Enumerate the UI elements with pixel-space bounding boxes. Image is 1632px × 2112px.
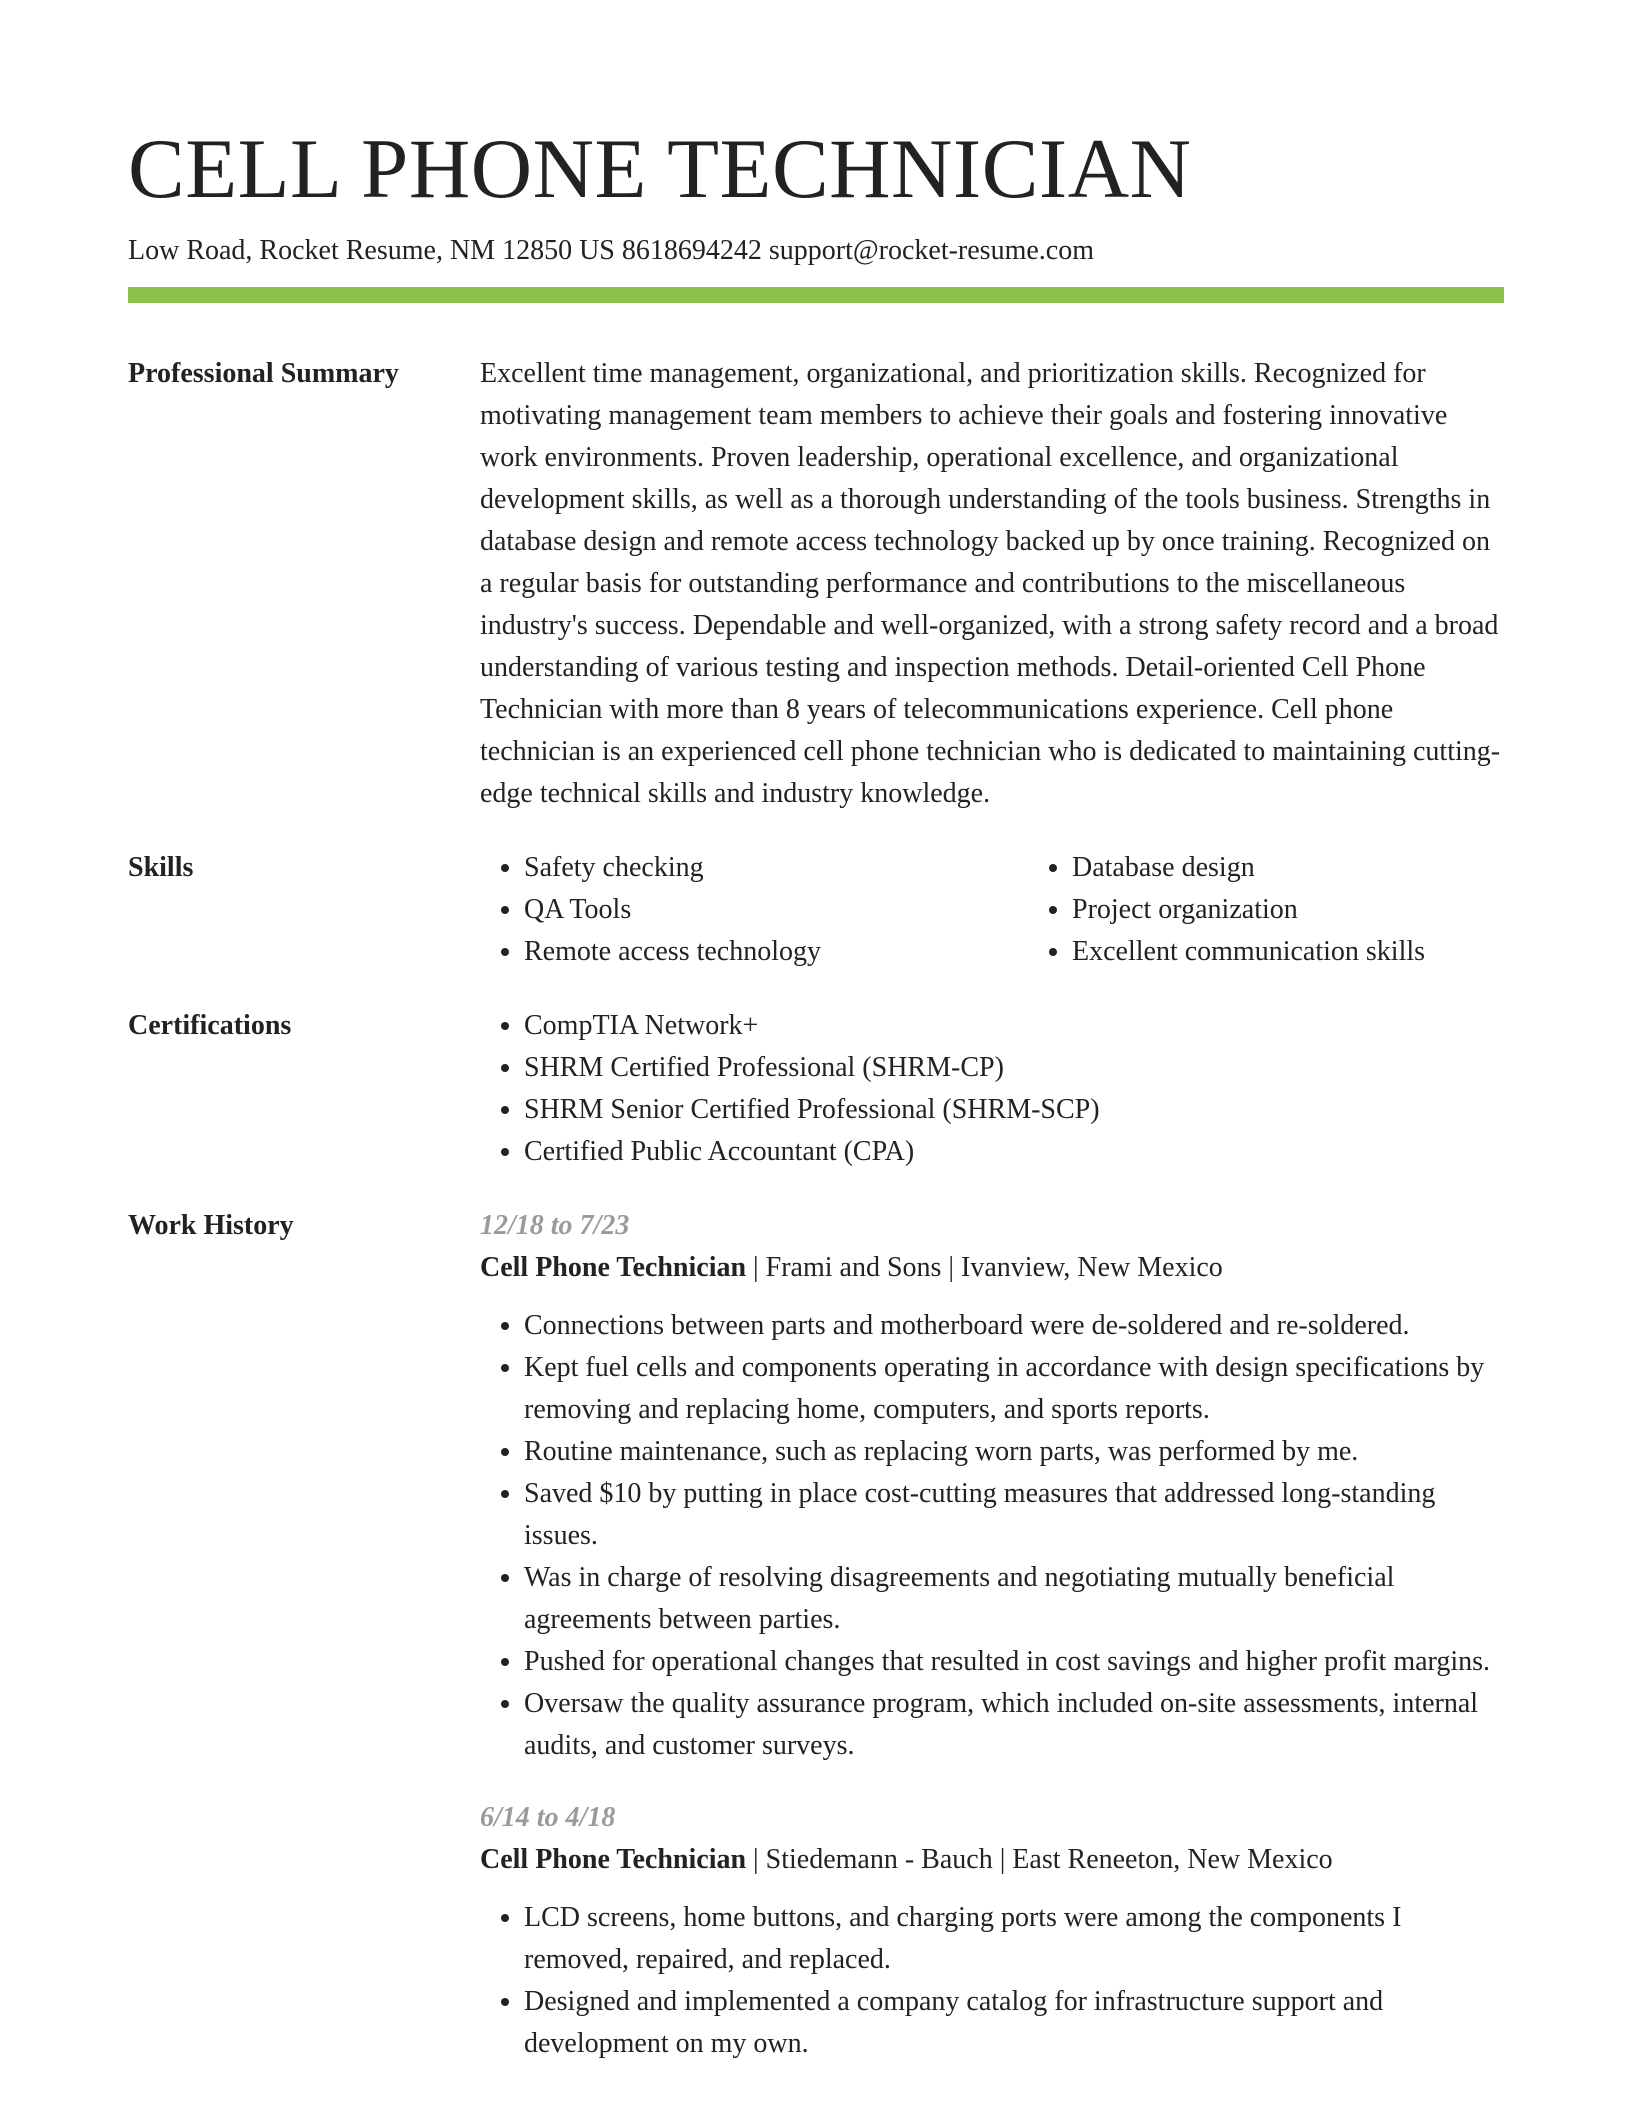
contact-email: support@rocket-resume.com (768, 235, 1094, 266)
job-heading (480, 1247, 1504, 1289)
skills-grid (480, 847, 1576, 973)
section-heading-certifications: Certifications (128, 1010, 292, 1041)
skills-column-1 (480, 847, 1028, 973)
contact-phone: 8618694242 (621, 235, 762, 266)
job-dates: 12/18 to 7/23 (480, 1210, 630, 1241)
skill-item: • Safety checking (524, 847, 1028, 889)
job-duty-item: • Routine maintenance, such as replacing worn parts, was performed by me. (524, 1431, 1504, 1473)
certification-item: • CompTIA Network+ (524, 1005, 1504, 1047)
job-dates: 6/14 to 4/18 (480, 1802, 616, 1833)
skill-item: • Excellent communication skills (1072, 931, 1576, 973)
certifications-list (480, 1005, 1504, 1173)
section-heading-summary: Professional Summary (128, 358, 399, 389)
skills-column-2 (1028, 847, 1576, 973)
section-heading-work-history: Work History (128, 1210, 294, 1241)
job-entry (480, 1205, 1504, 1767)
certifications-section (128, 1005, 1504, 1173)
summary-section (128, 353, 1504, 815)
work-history-body (480, 1205, 1504, 2065)
job-duties-list (480, 1897, 1504, 2065)
job-duty-item: • Kept fuel cells and components operating in accordance with design specifications by removing and replacing home, computers, and sports reports. (524, 1347, 1504, 1431)
job-title: Cell Phone Technician (480, 1252, 747, 1283)
job-duty-item: • Connections between parts and motherboard were de-soldered and re-soldered. (524, 1305, 1504, 1347)
header-divider (128, 287, 1504, 303)
certifications-body (480, 1005, 1504, 1173)
job-duty-item: • LCD screens, home buttons, and charging ports were among the components I removed, repaired, and replaced. (524, 1897, 1504, 1981)
job-duty-item: • Saved $10 by putting in place cost-cutting measures that addressed long-standing issues. (524, 1473, 1504, 1557)
job-duties-list (480, 1305, 1504, 1767)
candidate-name: CELL PHONE TECHNICIAN (128, 122, 1192, 216)
contact-address: Low Road, Rocket Resume, NM 12850 US (128, 235, 615, 266)
skills-section (128, 847, 1504, 973)
job-title: Cell Phone Technician (480, 1844, 747, 1875)
job-duty-item: • Was in charge of resolving disagreements and negotiating mutually beneficial agreements between parties. (524, 1557, 1504, 1641)
certification-item: • SHRM Certified Professional (SHRM-CP) (524, 1047, 1504, 1089)
skill-item: • Remote access technology (524, 931, 1028, 973)
job-employer-location: | Stiedemann - Bauch | East Reneeton, New Mexico (746, 1844, 1333, 1875)
section-heading-skills: Skills (128, 852, 194, 883)
skill-item: • Project organization (1072, 889, 1576, 931)
job-employer-location: | Frami and Sons | Ivanview, New Mexico (746, 1252, 1223, 1283)
certification-item: • Certified Public Accountant (CPA) (524, 1131, 1504, 1173)
resume-page (128, 0, 1504, 2065)
job-duty-item: • Pushed for operational changes that resulted in cost savings and higher profit margins. (524, 1641, 1504, 1683)
work-history-section (128, 1205, 1504, 2065)
skills-body (480, 847, 1576, 973)
job-heading (480, 1839, 1504, 1881)
job-duty-item: • Designed and implemented a company catalog for infrastructure support and development on my own. (524, 1981, 1504, 2065)
skill-item: • Database design (1072, 847, 1576, 889)
summary-text: Excellent time management, organizational, and prioritization skills. Recognized for motivating management team members to achieve their goals and fostering innovative work environments. Proven leadership, operational excellence, and organizational development skills, as well as a thorough understanding of the tools business. Strengths in database design and remote access technology backed up by once training. Recognized on a regular basis for outstanding performance and contributions to the miscellaneous industry's success. Dependable and well-organized, with a strong safety record and a broad understanding of various testing and inspection methods. Detail-oriented Cell Phone Technician with more than 8 years of telecommunications experience. Cell phone technician is an experienced cell phone technician who is dedicated to maintaining cutting-edge technical skills and industry knowledge. (480, 358, 1501, 809)
certification-item: • SHRM Senior Certified Professional (SHRM-SCP) (524, 1089, 1504, 1131)
skill-item: • QA Tools (524, 889, 1028, 931)
job-entry (480, 1797, 1504, 2065)
contact-line (128, 234, 1504, 268)
job-duty-item: • Oversaw the quality assurance program, which included on-site assessments, internal audits, and customer surveys. (524, 1683, 1504, 1767)
